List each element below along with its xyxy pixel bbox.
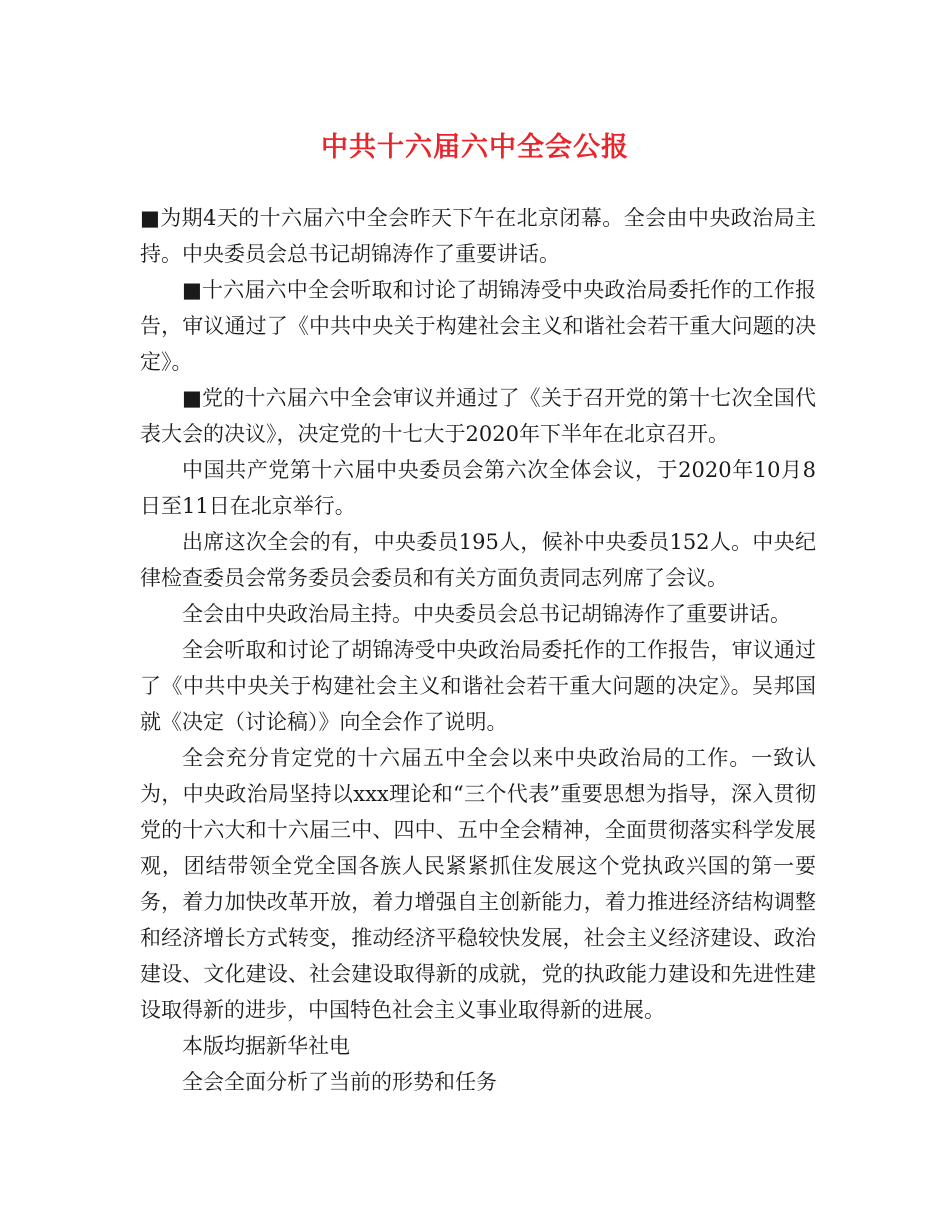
paragraph-10: 全会全面分析了当前的形势和任务 — [182, 1070, 497, 1094]
paragraph-3: ■党的十六届六中全会审议并通过了《关于召开党的第十七次全国代表大会的决议》，决定党的十七大于2020年下半年在北京召开。 — [140, 386, 816, 446]
document-title: 中共十六届六中全会公报 — [321, 132, 629, 163]
paragraph-8: 全会充分肯定党的十六届五中全会以来中央政治局的工作。一致认为，中央政治局坚持以xxx理论和“三个代表”重要思想为指导，深入贯彻党的十六大和十六届三中、四中、五中全会精神，全面贯彻落实科学发展观，团结带领全党全国各族人民紧紧抓住发展这个党执政兴国的第一要务，着力加快改革开放，着力增强自主创新能力，着力推进经济结构调整和经济增长方式转变，推动经济平稳较快发展，社会主义经济建设、政治建设、文化建设、社会建设取得新的成就，党的执政能力建设和先进性建设取得新的进步，中国特色社会主义事业取得新的进展。 — [140, 746, 816, 1022]
paragraph-5: 出席这次全会的有，中央委员195人，候补中央委员152人。中央纪律检查委员会常务委员会委员和有关方面负责同志列席了会议。 — [140, 530, 816, 590]
document-body — [140, 200, 816, 1100]
paragraph-7: 全会听取和讨论了胡锦涛受中央政治局委托作的工作报告，审议通过了《中共中央关于构建社会主义和谐社会若干重大问题的决定》。吴邦国就《决定（讨论稿）》向全会作了说明。 — [140, 638, 816, 734]
paragraph-9: 本版均据新华社电 — [182, 1034, 350, 1058]
paragraph-1: ■为期4天的十六届六中全会昨天下午在北京闭幕。全会由中央政治局主持。中央委员会总书记胡锦涛作了重要讲话。 — [140, 206, 816, 266]
paragraph-6: 全会由中央政治局主持。中央委员会总书记胡锦涛作了重要讲话。 — [182, 602, 791, 626]
paragraph-2: ■十六届六中全会听取和讨论了胡锦涛受中央政治局委托作的工作报告，审议通过了《中共中央关于构建社会主义和谐社会若干重大问题的决定》。 — [140, 278, 816, 374]
paragraph-4: 中国共产党第十六届中央委员会第六次全体会议，于2020年10月8日至11日在北京举行。 — [140, 458, 816, 518]
